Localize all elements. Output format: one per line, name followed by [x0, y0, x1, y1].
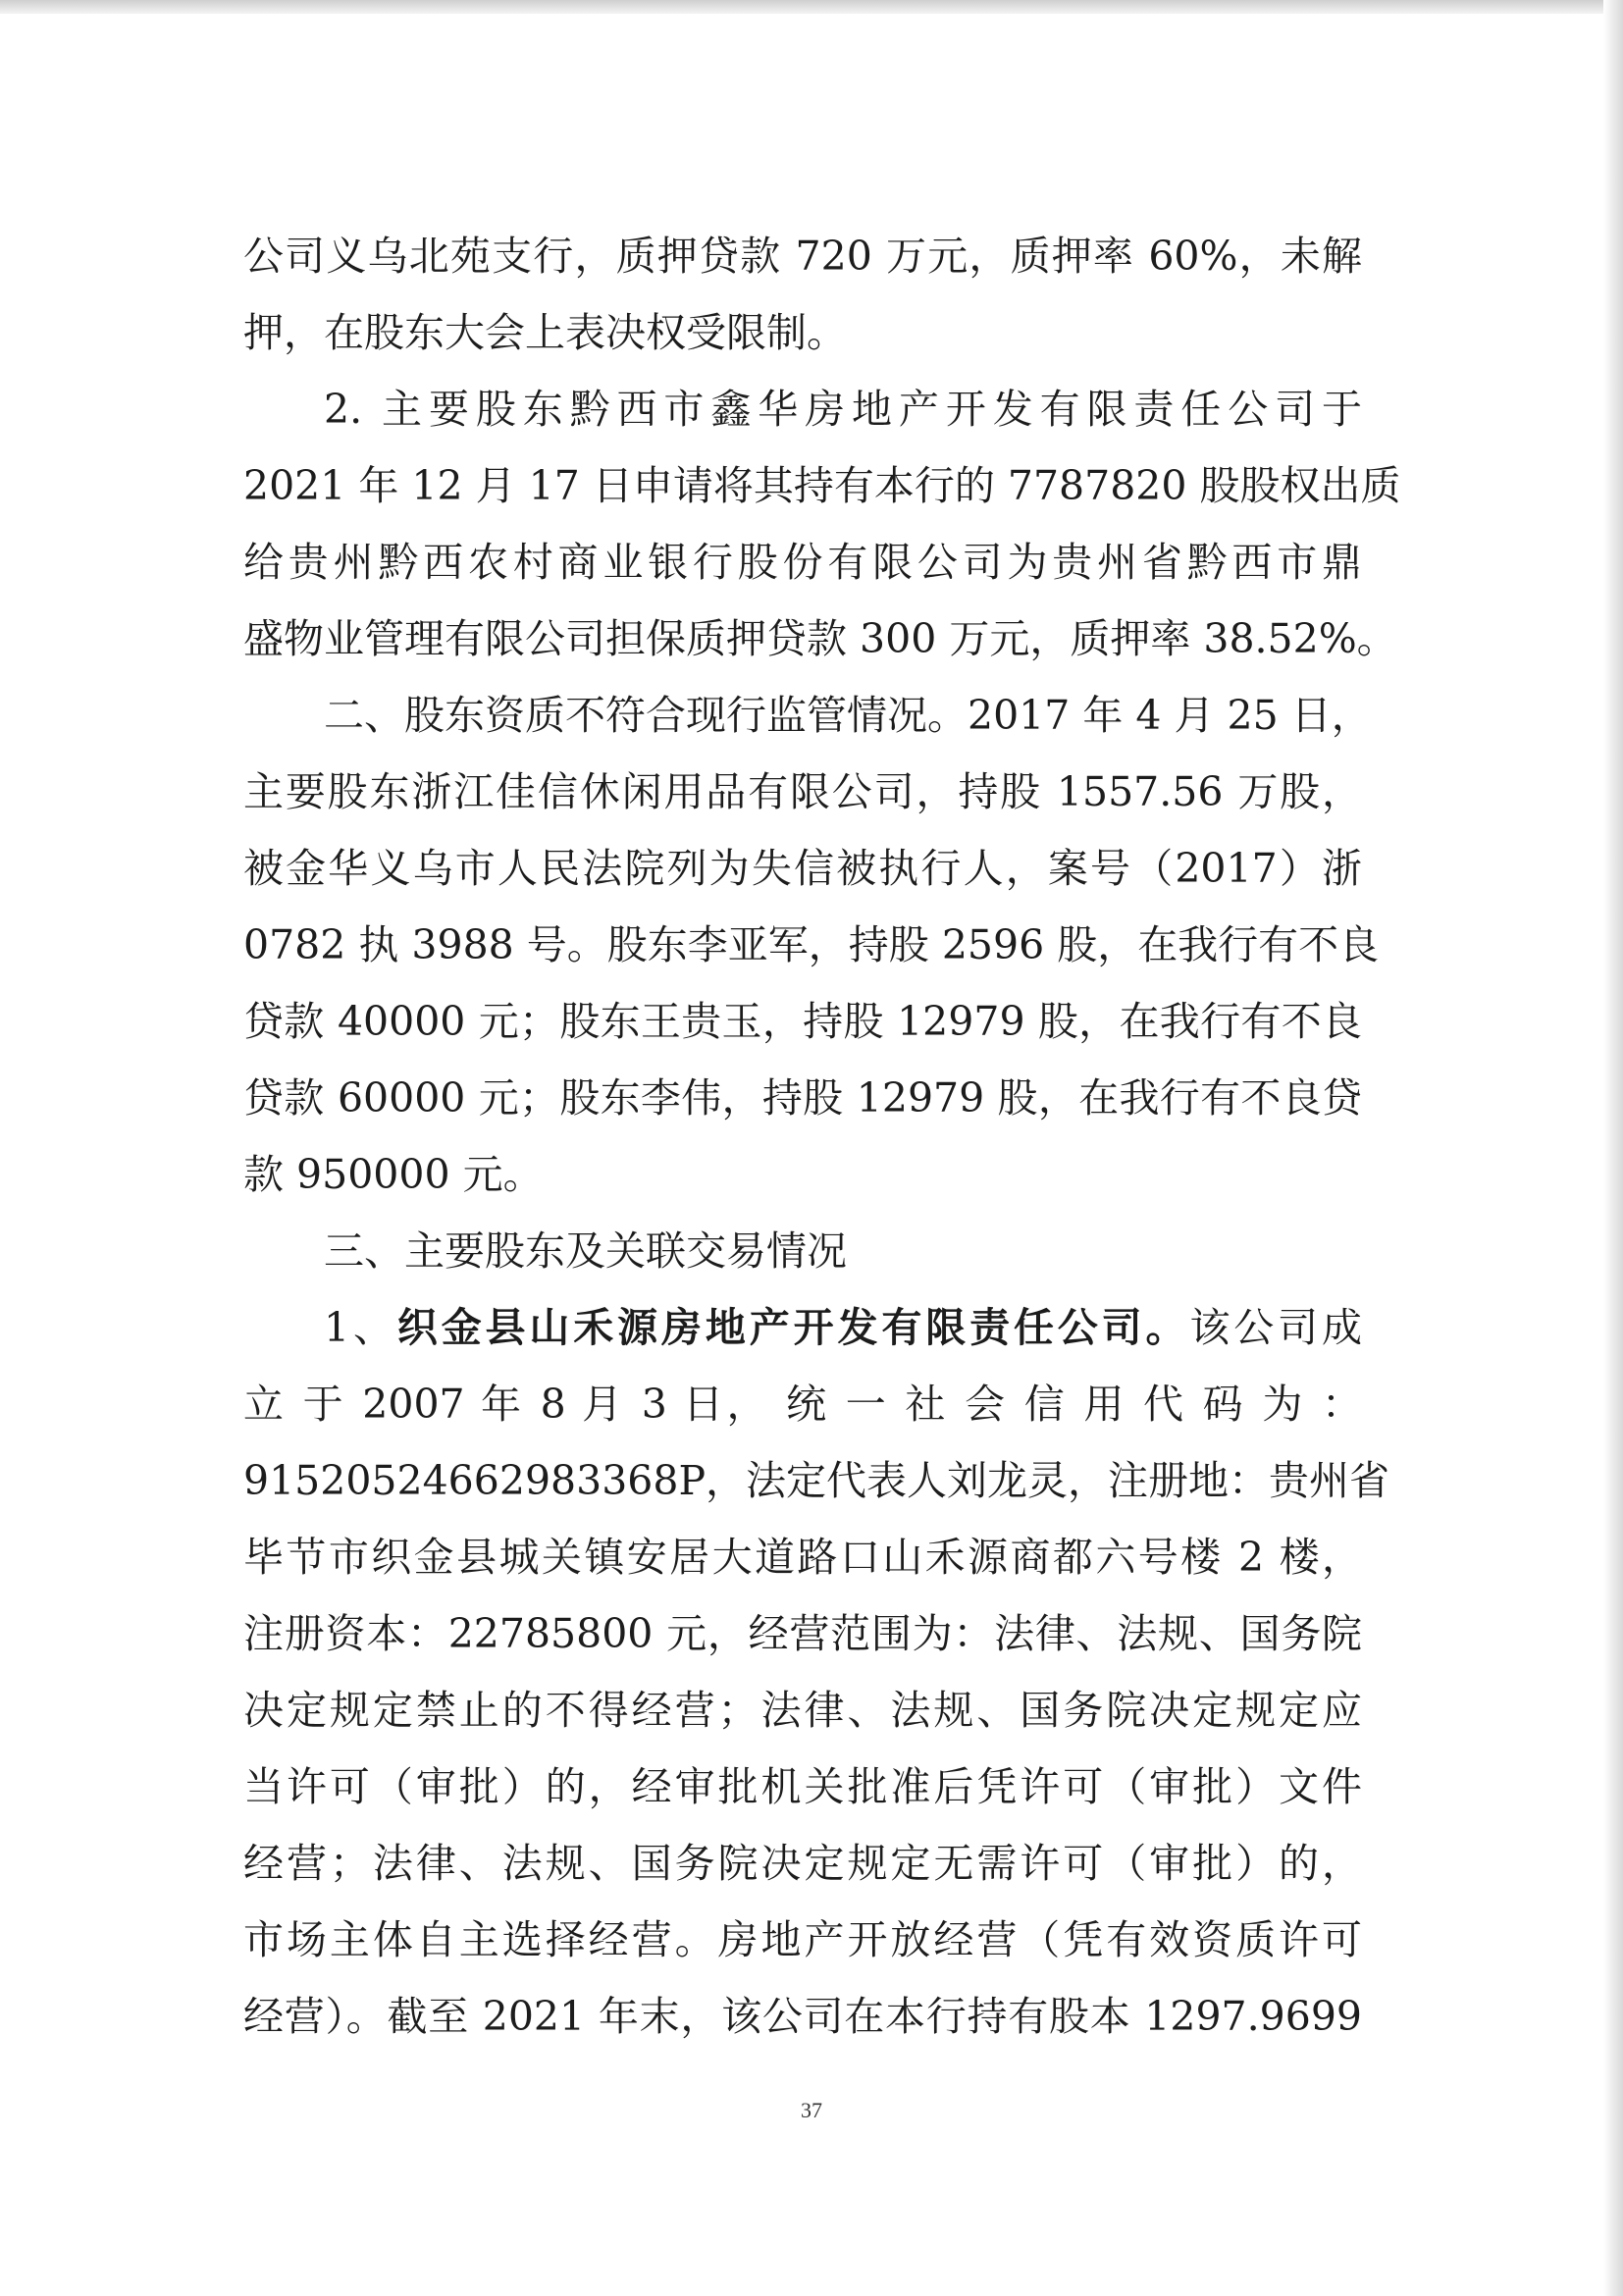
paragraph-line	[243, 1289, 1362, 1366]
item-number: 1、	[324, 1304, 397, 1351]
scan-edge-top	[0, 0, 1623, 14]
text-line: 注册资本：22785800 元，经营范围为：法律、法规、国务院	[243, 1610, 1362, 1657]
text-line: 0782 执 3988 号。股东李亚军，持股 2596 股，在我行有不良	[243, 921, 1380, 968]
scan-edge-right	[1603, 0, 1623, 2296]
paragraph-line: 2. 主要股东黔西市鑫华房地产开发有限责任公司于	[324, 386, 1362, 433]
text-line: 款 950000 元。	[243, 1151, 544, 1198]
page-number: 37	[801, 2098, 822, 2122]
text-line: 贷款 40000 元；股东王贵玉，持股 12979 股，在我行有不良	[243, 998, 1362, 1045]
section-heading-line: 二、股东资质不符合现行监管情况。2017 年 4 月 25 日，	[324, 692, 1372, 739]
text-line: 公司义乌北苑支行，质押贷款 720 万元，质押率 60%，未解	[243, 233, 1362, 280]
text-line: 市场主体自主选择经营。房地产开放经营（凭有效资质许可	[243, 1916, 1362, 1963]
text-line: 决定规定禁止的不得经营；法律、法规、国务院决定规定应	[243, 1687, 1362, 1734]
company-name: 织金县山禾源房地产开发有限责任公司。	[396, 1304, 1190, 1351]
text-line: 经营）。截至 2021 年末，该公司在本行持有股本 1297.9699	[243, 1993, 1362, 2040]
text-line: 押，在股东大会上表决权受限制。	[243, 309, 847, 356]
text-line: 经营；法律、法规、国务院决定规定无需许可（审批）的，	[243, 1840, 1362, 1887]
text-line: 贷款 60000 元；股东李伟，持股 12979 股，在我行有不良贷	[243, 1074, 1362, 1122]
text-line: 91520524662983368P，法定代表人刘龙灵，注册地：贵州省	[243, 1457, 1390, 1504]
text-line: 立 于 2007 年 8 月 3 日， 统 一 社 会 信 用 代 码 为 ：	[243, 1381, 1362, 1428]
text-line: 给贵州黔西农村商业银行股份有限公司为贵州省黔西市鼎	[243, 539, 1362, 586]
text-line: 被金华义乌市人民法院列为失信被执行人，案号（2017）浙	[243, 845, 1362, 892]
text-line: 主要股东浙江佳信休闲用品有限公司，持股 1557.56 万股，	[243, 768, 1362, 815]
text-line: 2021 年 12 月 17 日申请将其持有本行的 7787820 股股权出质	[243, 462, 1401, 509]
text-span: 该公司成	[1189, 1304, 1363, 1351]
document-body	[243, 218, 1401, 2055]
section-heading: 三、主要股东及关联交易情况	[324, 1227, 847, 1275]
text-line: 毕节市织金县城关镇安居大道路口山禾源商都六号楼 2 楼，	[243, 1534, 1362, 1581]
text-line: 当许可（审批）的，经审批机关批准后凭许可（审批）文件	[243, 1763, 1362, 1810]
text-line: 盛物业管理有限公司担保质押贷款 300 万元，质押率 38.52%。	[243, 615, 1397, 662]
